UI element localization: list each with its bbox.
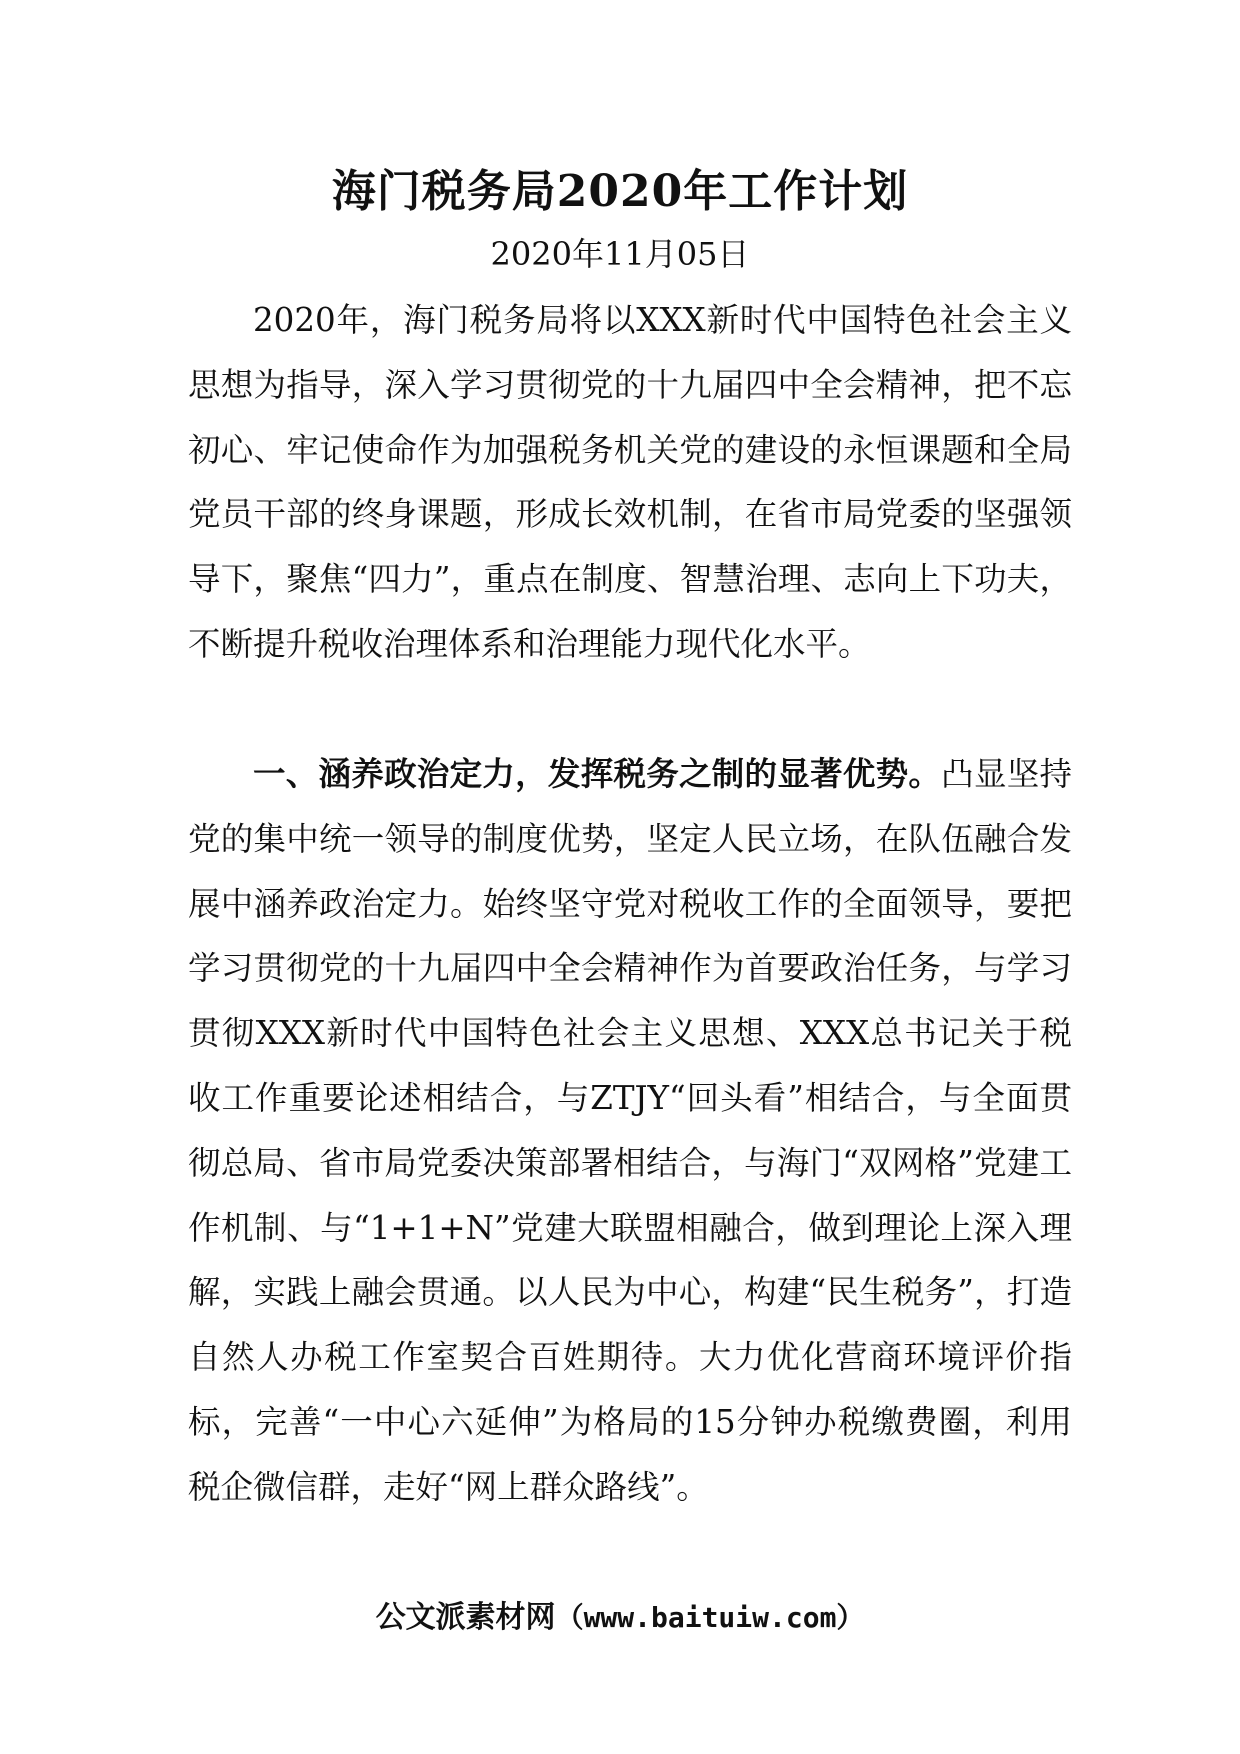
page-title: 海门税务局2020年工作计划 <box>331 166 909 217</box>
paragraph-intro-text: 2020年，海门税务局将以XXX新时代中国特色社会主义思想为指导，深入学习贯彻党的十九届四中全会精神，把不忘初心、牢记使命作为加强税务机关党的建设的永恒课题和全局党员干部的终身课题，形成长效机制，在省市局党委的坚强领导下，聚焦“四力”，重点在制度、智慧治理、志向上下功夫，不断提升税收治理体系和治理能力现代化水平。 <box>188 301 1072 663</box>
paragraph-intro <box>188 288 1072 677</box>
footer-watermark <box>0 1596 1240 1640</box>
section-1-text: 凸显坚持党的集中统一领导的制度优势，坚定人民立场，在队伍融合发展中涵养政治定力。始终坚守党对税收工作的全面领导，要把学习贯彻党的十九届四中全会精神作为首要政治任务，与学习贯彻XXX新时代中国特色社会主义思想、XXX总书记关于税收工作重要论述相结合，与ZTJY“回头看”相结合，与全面贯彻总局、省市局党委决策部署相结合，与海门“双网格”党建工作机制、与“1+1+N”党建大联盟相融合，做到理论上深入理解，实践上融会贯通。以人民为中心，构建“民生税务”，打造自然人办税工作室契合百姓期待。大力优化营商环境评价指标，完善“一中心六延伸”为格局的15分钟办税缴费圈，利用税企微信群，走好“网上群众路线”。 <box>188 755 1072 1506</box>
document-date: 2020年11月05日 <box>490 235 750 273</box>
footer-site-url: （www.baituiw.com） <box>555 1601 865 1634</box>
paragraph-section-1 <box>188 742 1072 1520</box>
section-1-heading: 一、涵养政治定力，发挥税务之制的显著优势。 <box>253 754 942 793</box>
footer-site-name: 公文派素材网 <box>375 1600 556 1635</box>
